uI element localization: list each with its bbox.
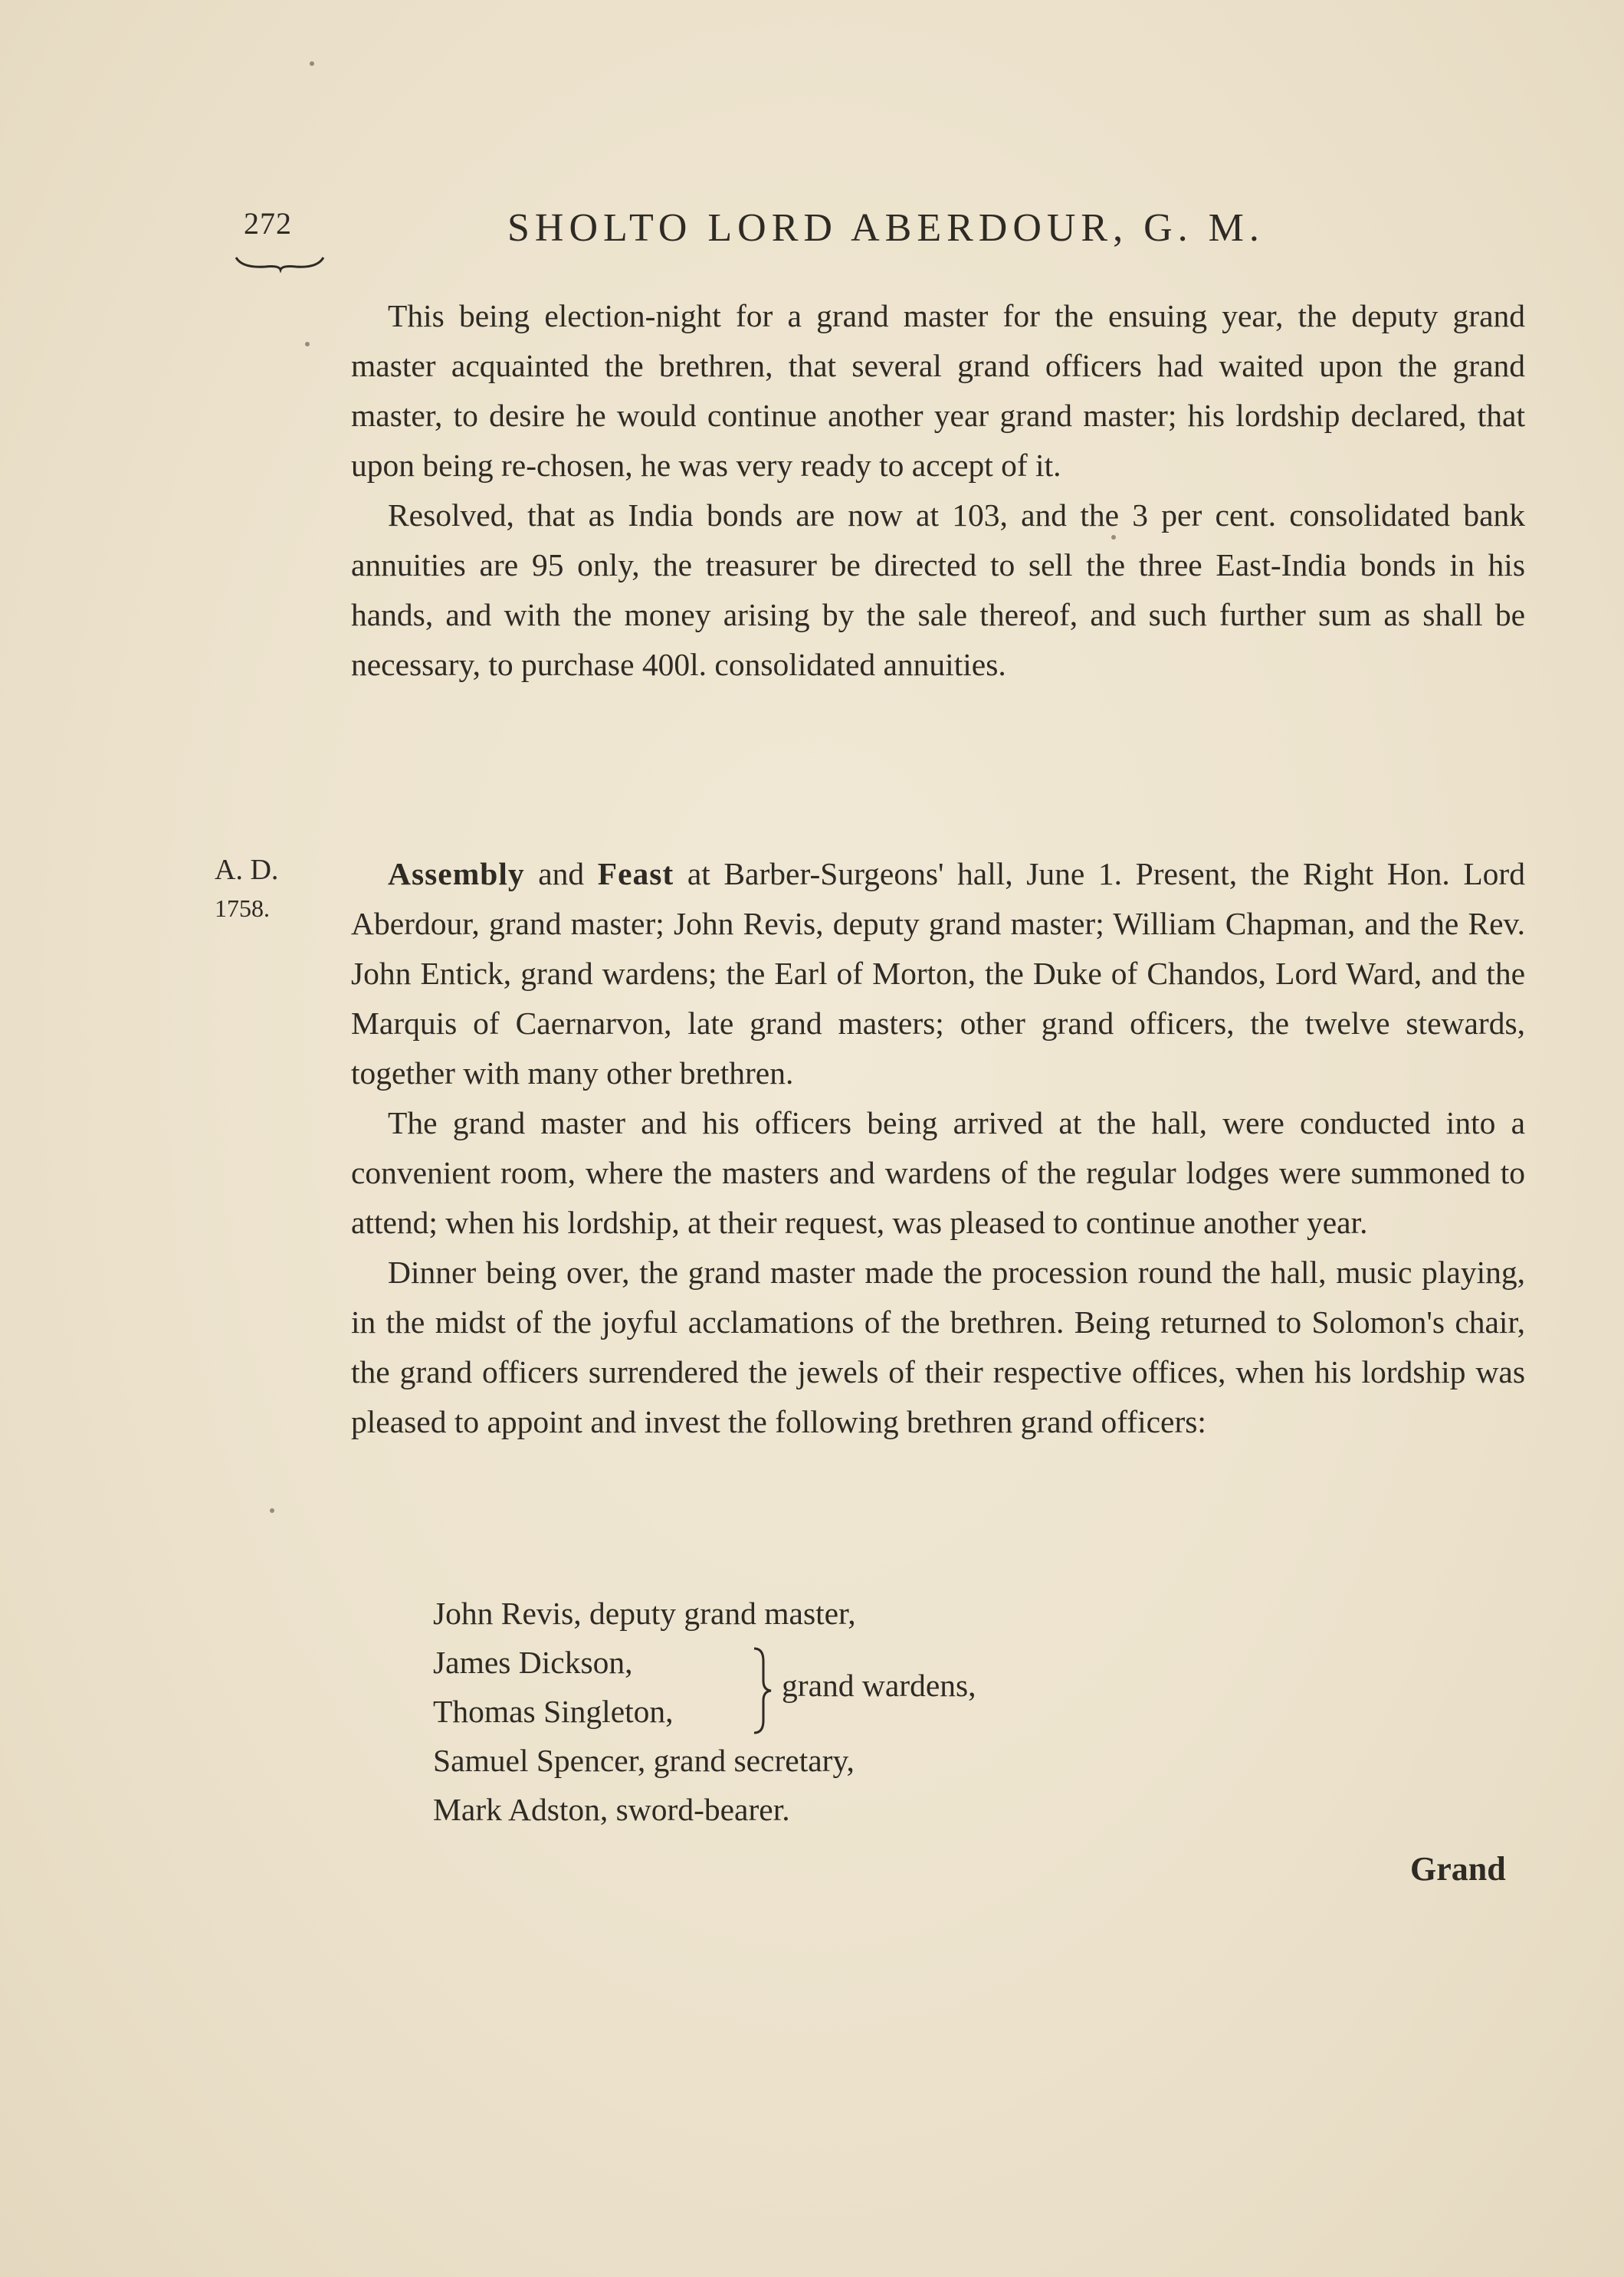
page-number-flourish	[235, 254, 325, 273]
paragraph-arrival: The grand master and his officers being arrived at the hall, were conducted into a convenient room, where the masters and wardens of the regular lodges were summoned to attend; when his lordship, at their request, was pleased to continue another year.	[351, 1105, 1525, 1240]
running-title: SHOLTO LORD ABERDOUR, G. M.	[507, 206, 1265, 250]
officer-warden-role: grand wardens,	[782, 1668, 976, 1703]
brace-icon	[751, 1645, 774, 1736]
officer-sword-bearer: Mark Adston, sword-bearer.	[433, 1792, 790, 1827]
officer-warden-2: Thomas Singleton,	[433, 1694, 674, 1729]
body-text-top	[351, 291, 1525, 690]
paragraph-dinner: Dinner being over, the grand master made the procession round the hall, music playing, in the midst of the joyful acclamations of the brethren. Being returned to Solomon's chair, the grand officers surrendered the jewels of their respective offices, when his lordship was pleased to appoint and invest the following brethren grand officers:	[351, 1255, 1525, 1439]
officer-secretary: Samuel Spencer, grand secretary,	[433, 1743, 855, 1778]
paragraph-assembly	[351, 849, 1525, 1098]
margin-note-1758: 1758.	[215, 894, 270, 922]
paper-speck	[310, 61, 314, 66]
officer-warden-1: James Dickson,	[433, 1645, 633, 1680]
assembly-and: and	[538, 856, 585, 891]
heading-word-assembly: Assembly	[388, 856, 525, 891]
paragraph-election-night: This being election-night for a grand master for the ensuing year, the deputy grand master acquainted the brethren, that several grand officers had waited upon the grand master, to desire he would continue another year grand master; his lordship declared, that upon being re-chosen, he was very ready to accept of it.	[351, 298, 1525, 483]
officer-list	[433, 1589, 976, 1834]
paper-speck	[305, 342, 310, 346]
officer-deputy: John Revis, deputy grand master,	[433, 1596, 856, 1631]
margin-note-year	[215, 851, 278, 927]
officer-wardens	[433, 1638, 976, 1736]
body-text-bottom	[351, 849, 1525, 1447]
paragraph-resolved: Resolved, that as India bonds are now at 103, and the 3 per cent. consolidated bank annuities are 95 only, the treasurer be directed to sell the three East-India bonds in his hands, and with the money arising by the sale thereof, and such further sum as shall be necessary, to purchase 400l. consolidated annuities.	[351, 497, 1525, 682]
assembly-text: at Barber-Surgeons' hall, June 1. Present, the Right Hon. Lord Aberdour, grand master; John Revis, deputy grand master; William Chapman, and the Rev. John Entick, grand wardens; the Earl of Morton, the Duke of Chandos, Lord Ward, and the Marquis of Caernarvon, late grand masters; other grand officers, the twelve stewards, together with many other brethren.	[351, 856, 1525, 1091]
page-number: 272	[244, 206, 292, 241]
heading-word-feast: Feast	[597, 856, 674, 891]
margin-note-ad: A. D.	[215, 854, 279, 886]
paper-speck	[270, 1508, 274, 1513]
paper-speck	[1111, 535, 1116, 540]
catchword: Grand	[1410, 1850, 1506, 1888]
